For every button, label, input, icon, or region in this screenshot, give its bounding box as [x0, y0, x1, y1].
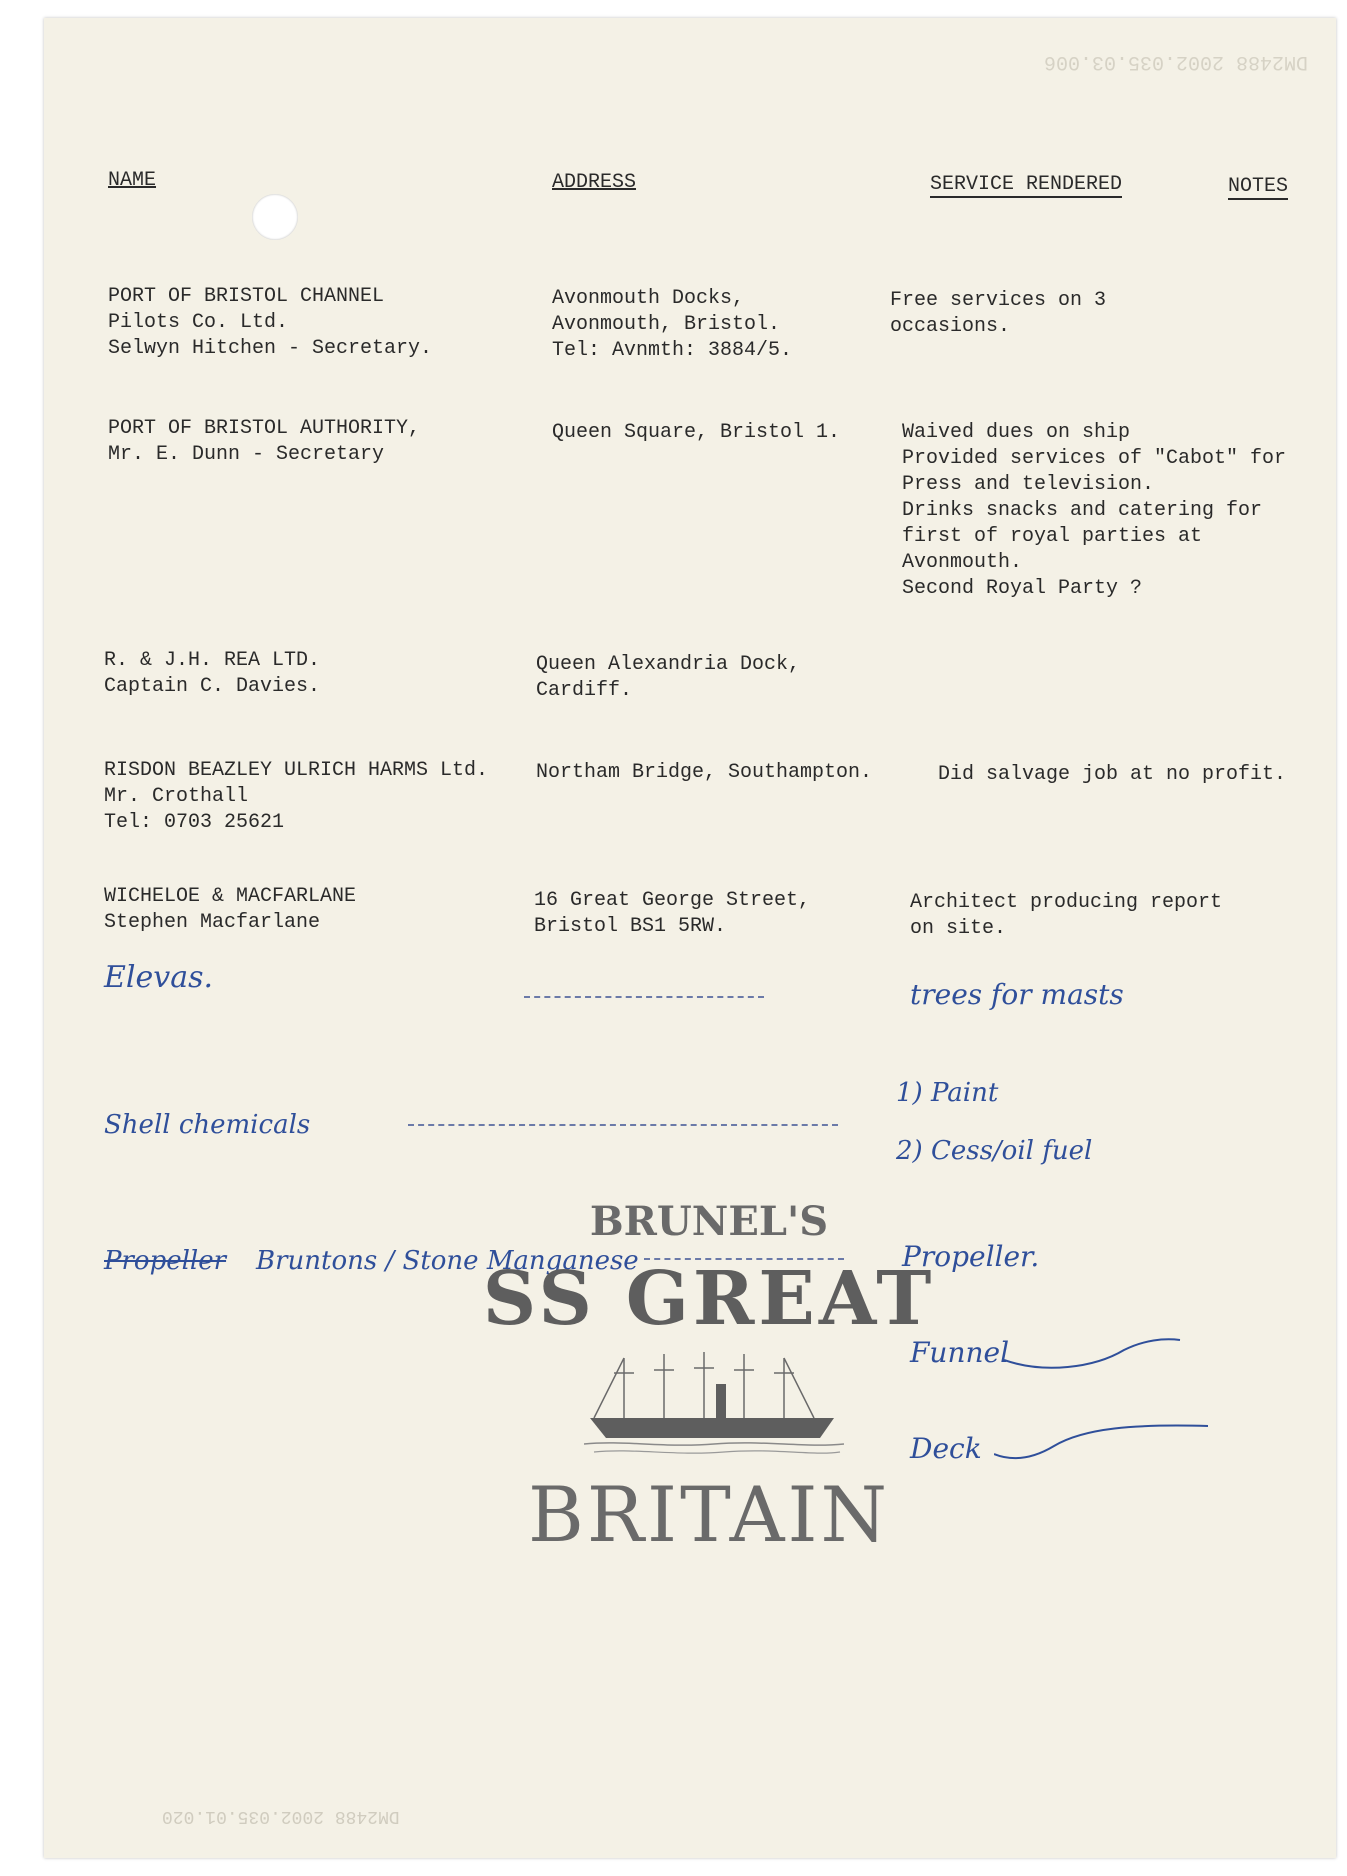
entry-2-address: Queen Square, Bristol 1. [552, 421, 841, 444]
header-notes: NOTES [1228, 175, 1289, 198]
handwritten-paint: 1) Paint [896, 1078, 999, 1108]
header-name: NAME [108, 169, 157, 192]
entry-3-name: R. & J.H. REA LTD. Captain C. Davies. [104, 649, 321, 698]
document-page [44, 18, 1336, 1858]
entry-1-address: Avonmouth Docks, Avonmouth, Bristol. Tel: Avnmth: 3884/5. [552, 287, 793, 362]
handwritten-struck: Propeller [104, 1246, 227, 1276]
handwritten-funnel: Funnel [910, 1336, 1010, 1369]
entry-4-name: RISDON BEAZLEY ULRICH HARMS Ltd. Mr. Crothall Tel: 0703 25621 [104, 759, 489, 834]
handwritten-propeller: Propeller. [902, 1240, 1040, 1273]
entry-1-name: PORT OF BRISTOL CHANNEL Pilots Co. Ltd. Selwyn Hitchen - Secretary. [108, 285, 433, 360]
handwritten-bruntons: Bruntons / Stone Manganese [256, 1246, 639, 1276]
archive-reference-top: DM2488 2002.035.03.006 [1043, 50, 1308, 73]
logo-britain: BRITAIN [527, 1470, 891, 1559]
handwritten-shell: Shell chemicals [104, 1110, 311, 1140]
header-address: ADDRESS [552, 171, 637, 194]
logo-ss-great: SS GREAT [482, 1256, 936, 1342]
handwritten-trees: trees for masts [910, 978, 1124, 1011]
entry-5-service: Architect producing report on site. [910, 891, 1223, 940]
entry-4-service: Did salvage job at no profit. [938, 763, 1287, 786]
entry-5-address: 16 Great George Street, Bristol BS1 5RW. [534, 889, 811, 938]
ship-icon [584, 1348, 844, 1458]
deck-stroke [994, 1418, 1214, 1478]
handwritten-elevas: Elevas. [104, 960, 214, 995]
archive-reference-bottom: DM2488 2002.035.01.020 [162, 1806, 400, 1826]
entry-3-address: Queen Alexandria Dock, Cardiff. [536, 653, 801, 702]
entry-5-name: WICHELOE & MACFARLANE Stephen Macfarlane [104, 885, 357, 934]
entry-2-service: Waived dues on ship Provided services of "Cabot" for Press and television. Drinks snacks and catering for first of royal parties at Avonmouth. Second Royal Party ? [902, 421, 1287, 600]
handwritten-cess: 2) Cess/oil fuel [896, 1136, 1093, 1166]
dashed-line-1 [524, 996, 764, 998]
funnel-stroke [1004, 1330, 1184, 1380]
ss-great-britain-logo [464, 1198, 954, 1578]
handwritten-deck: Deck [910, 1432, 982, 1465]
dashed-line-2 [408, 1124, 838, 1126]
logo-brunels: BRUNEL'S [589, 1198, 829, 1245]
entry-2-name: PORT OF BRISTOL AUTHORITY, Mr. E. Dunn - Secretary [108, 417, 421, 466]
header-service: SERVICE RENDERED [930, 173, 1123, 196]
entry-1-service: Free services on 3 occasions. [890, 289, 1107, 338]
entry-4-address: Northam Bridge, Southampton. [536, 761, 873, 784]
